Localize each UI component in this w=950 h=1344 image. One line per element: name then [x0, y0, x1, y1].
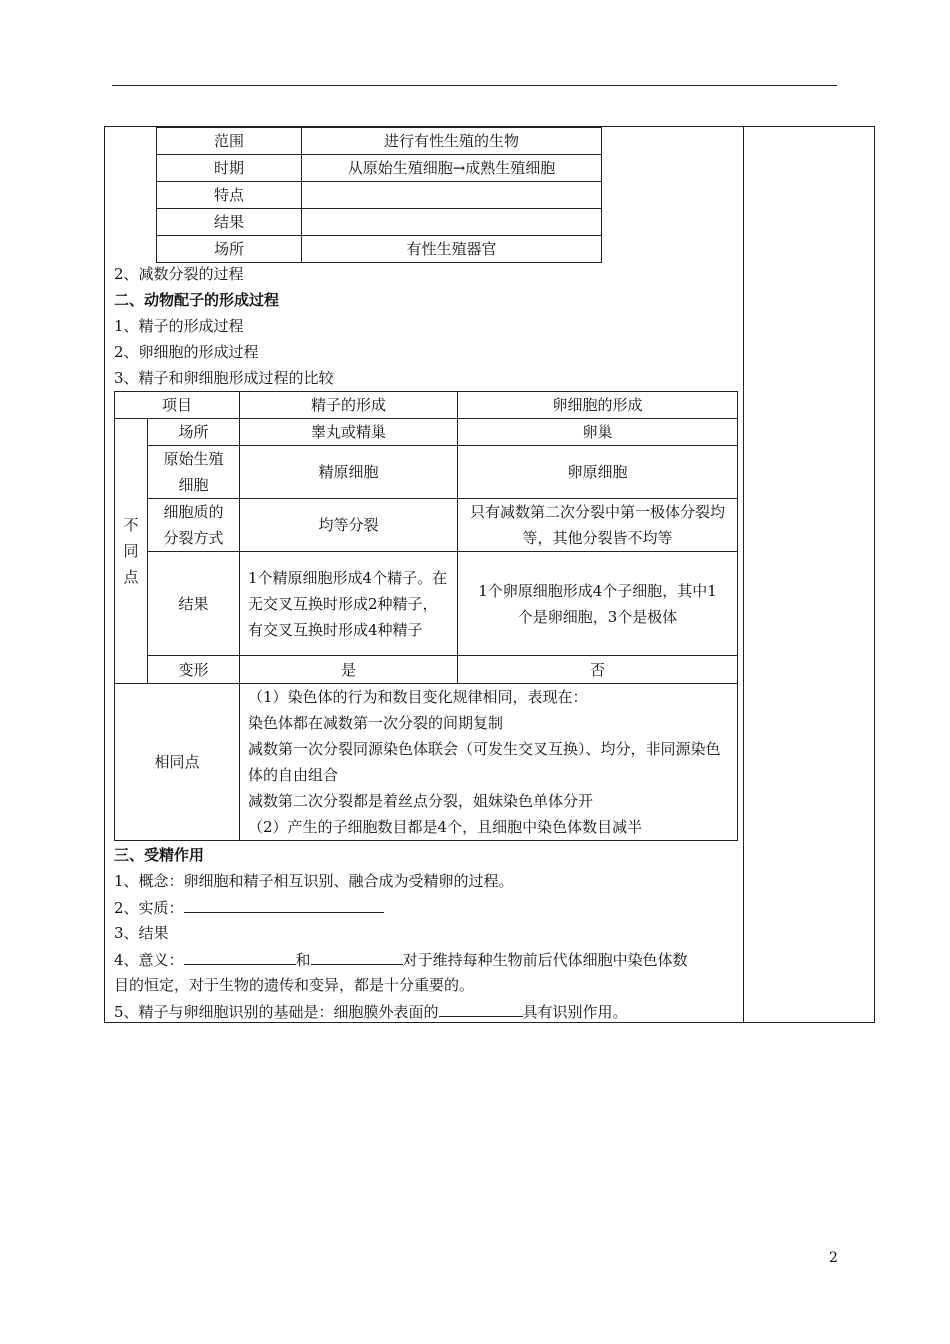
table-row — [115, 684, 738, 841]
essence-blank[interactable] — [184, 894, 384, 913]
table-row — [115, 419, 738, 446]
same-cell — [240, 684, 738, 841]
compare-line: 3、精子和卵细胞形成过程的比较 — [114, 369, 334, 387]
row-value — [302, 209, 602, 236]
table-row — [157, 209, 602, 236]
basis-text: 具有识别作用。 — [522, 1003, 628, 1021]
row-label: 变形 — [148, 656, 240, 684]
table-row — [115, 499, 738, 552]
header-egg: 卵细胞的形成 — [458, 392, 738, 419]
same-line: 减数第一次分裂同源染色体联会（可发生交叉互换）、均分，非同源染色体的自由组合 — [248, 740, 721, 784]
table-row — [115, 656, 738, 684]
basis-blank[interactable] — [439, 998, 523, 1017]
meaning-line — [114, 946, 688, 972]
concept-line: 1、概念：卵细胞和精子相互识别、融合成为受精卵的过程。 — [114, 872, 514, 890]
egg-cell: 卵巢 — [458, 419, 738, 446]
row-value: 有性生殖器官 — [302, 236, 602, 263]
row-label: 场所 — [157, 236, 302, 263]
table-row — [157, 155, 602, 182]
egg-cell: 卵原细胞 — [458, 446, 738, 499]
table-row — [157, 182, 602, 209]
table-row — [157, 128, 602, 155]
row-label: 时期 — [157, 155, 302, 182]
same-line: 减数第二次分裂都是着丝点分裂，姐妹染色单体分开 — [248, 792, 594, 810]
sperm-cell: 均等分裂 — [240, 499, 458, 552]
meiosis-process-line: 2、减数分裂的过程 — [114, 265, 244, 283]
row-value — [302, 182, 602, 209]
page-number: 2 — [829, 1250, 838, 1266]
row-label: 结果 — [157, 209, 302, 236]
row-label: 细胞质的分裂方式 — [148, 499, 240, 552]
result-line: 3、结果 — [114, 924, 169, 942]
same-label: 相同点 — [115, 684, 240, 841]
row-label: 范围 — [157, 128, 302, 155]
row-label: 结果 — [148, 552, 240, 656]
comparison-table — [114, 391, 738, 841]
egg-cell: 只有减数第二次分裂中第一极体分裂均等，其他分裂皆不均等 — [458, 499, 738, 552]
section2-title: 二、动物配子的形成过程 — [114, 291, 280, 309]
header-item: 项目 — [115, 392, 240, 419]
sperm-cell: 精原细胞 — [240, 446, 458, 499]
basis-line — [114, 998, 628, 1024]
gametogenesis-summary-table — [156, 127, 602, 263]
meaning-line-2: 目的恒定，对于生物的遗传和变异，都是十分重要的。 — [114, 976, 475, 994]
row-label: 特点 — [157, 182, 302, 209]
table-row — [157, 236, 602, 263]
egg-cell: 1个卵原细胞形成4个子细胞，其中1个是卵细胞，3个是极体 — [458, 552, 738, 656]
section3-title: 三、受精作用 — [114, 846, 205, 864]
sperm-process-line: 1、精子的形成过程 — [114, 317, 244, 335]
row-value: 进行有性生殖的生物 — [302, 128, 602, 155]
egg-process-line: 2、卵细胞的形成过程 — [114, 343, 259, 361]
sperm-cell: 是 — [240, 656, 458, 684]
table-row — [115, 552, 738, 656]
same-line: （2）产生的子细胞数目都是4个，且细胞中染色体数目减半 — [248, 818, 643, 836]
row-label: 场所 — [148, 419, 240, 446]
basis-label: 5、精子与卵细胞识别的基础是：细胞膜外表面的 — [114, 1003, 439, 1021]
header-sperm: 精子的形成 — [240, 392, 458, 419]
essence-label: 2、实质： — [114, 899, 184, 917]
essence-line — [114, 894, 384, 920]
row-label: 原始生殖细胞 — [148, 446, 240, 499]
same-line: （1）染色体的行为和数目变化规律相同，表现在： — [248, 688, 588, 706]
meaning-and: 和 — [295, 951, 311, 969]
sperm-cell: 1个精原细胞形成4个精子。在无交叉互换时形成2种精子，有交叉互换时形成4种精子 — [240, 552, 458, 656]
outer-column-divider — [743, 126, 744, 1023]
table-row — [115, 392, 738, 419]
table-row — [115, 446, 738, 499]
egg-cell: 否 — [458, 656, 738, 684]
diff-label: 不同点 — [115, 419, 148, 684]
sperm-cell: 睾丸或精巢 — [240, 419, 458, 446]
meaning-text: 对于维持每种生物前后代体细胞中染色体数 — [402, 951, 688, 969]
meaning-blank-1[interactable] — [184, 946, 296, 965]
header-rule — [112, 85, 837, 86]
meaning-label: 4、意义： — [114, 951, 184, 969]
same-line: 染色体都在减数第一次分裂的间期复制 — [248, 714, 504, 732]
row-value: 从原始生殖细胞→成熟生殖细胞 — [302, 155, 602, 182]
meaning-blank-2[interactable] — [311, 946, 403, 965]
